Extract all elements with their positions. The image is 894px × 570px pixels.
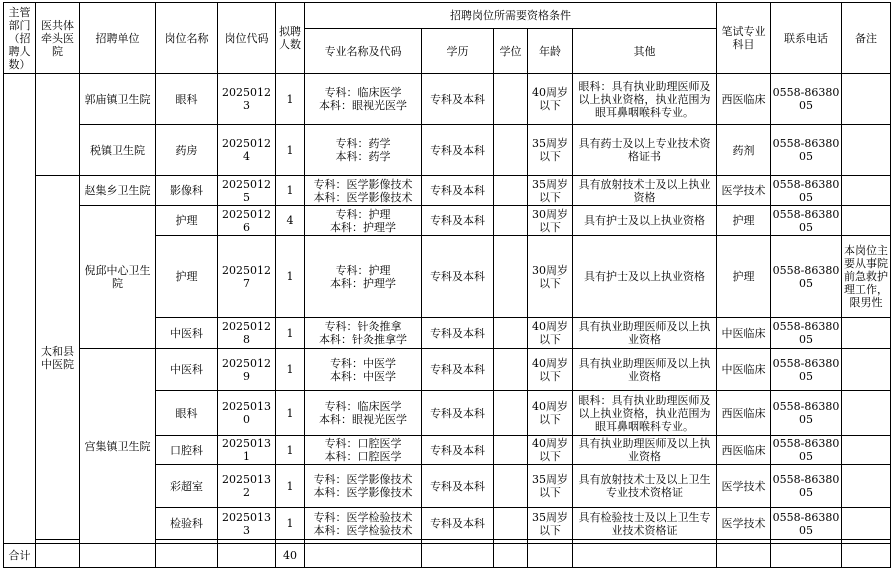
exam-cell: 西医临床 <box>717 74 771 125</box>
recruitment-table <box>3 2 891 568</box>
degree-cell <box>494 74 528 125</box>
unit-gongji: 宫集镇卫生院 <box>80 349 156 544</box>
degree-cell <box>494 508 528 540</box>
age-cell: 40周岁以下 <box>528 349 573 391</box>
total-empty-cell <box>305 544 422 568</box>
exam-cell: 医学技术 <box>717 508 771 540</box>
other-cell: 眼科：具有执业助理医师及以上执业资格，执业范围为眼耳鼻咽喉科专业。 <box>573 74 717 125</box>
degree-cell <box>494 236 528 318</box>
other-cell: 具有药士及以上专业技术资格证书 <box>573 125 717 176</box>
education-cell: 专科及本科 <box>422 391 494 436</box>
table-row <box>4 74 891 125</box>
phone-cell: 0558-8638005 <box>771 74 842 125</box>
header-count: 拟聘人数 <box>276 3 305 74</box>
total-empty-cell <box>218 544 276 568</box>
degree-cell <box>494 125 528 176</box>
code-cell: 20250128 <box>218 318 276 349</box>
header-age: 年龄 <box>528 29 573 74</box>
position-cell: 护理 <box>156 206 218 236</box>
count-cell: 1 <box>276 465 305 508</box>
degree-cell <box>494 176 528 206</box>
major-cell: 专科：针灸推拿 本科：针灸推拿学 <box>305 318 422 349</box>
phone-cell: 0558-8638005 <box>771 391 842 436</box>
header-conditions: 招聘岗位所需要资格条件 <box>305 3 717 29</box>
total-label: 合计 <box>4 544 36 568</box>
major-cell: 专科：药学 本科：药学 <box>305 125 422 176</box>
unit-shui: 税镇卫生院 <box>80 125 156 176</box>
dept-cell <box>4 74 36 544</box>
phone-cell: 0558-8638005 <box>771 436 842 465</box>
exam-cell: 护理 <box>717 236 771 318</box>
major-cell: 专科：医学检验技术 本科：医学检验技术 <box>305 508 422 540</box>
code-cell: 20250126 <box>218 206 276 236</box>
phone-cell: 0558-8638005 <box>771 206 842 236</box>
age-cell: 30周岁以下 <box>528 236 573 318</box>
age-cell: 35周岁以下 <box>528 125 573 176</box>
total-empty-cell <box>528 544 573 568</box>
position-cell: 中医科 <box>156 318 218 349</box>
exam-cell: 护理 <box>717 206 771 236</box>
age-cell: 40周岁以下 <box>528 391 573 436</box>
exam-cell: 医学技术 <box>717 465 771 508</box>
count-cell: 1 <box>276 74 305 125</box>
other-cell: 具有检验技士及以上卫生专业技术资格证 <box>573 508 717 540</box>
education-cell: 专科及本科 <box>422 74 494 125</box>
code-cell: 20250129 <box>218 349 276 391</box>
phone-cell: 0558-8638005 <box>771 349 842 391</box>
remark-cell <box>842 206 891 236</box>
other-cell: 具有执业助理医师及以上执业资格 <box>573 318 717 349</box>
remark-cell <box>842 125 891 176</box>
header-remark: 备注 <box>842 3 891 74</box>
remark-cell <box>842 349 891 391</box>
remark-cell <box>842 176 891 206</box>
other-cell: 具有执业助理医师及以上执业资格 <box>573 436 717 465</box>
unit-niqiu: 倪邱中心卫生院 <box>80 206 156 349</box>
total-empty-cell <box>717 544 771 568</box>
degree-cell <box>494 465 528 508</box>
age-cell: 35周岁以下 <box>528 508 573 540</box>
remark-cell <box>842 508 891 540</box>
age-cell: 40周岁以下 <box>528 318 573 349</box>
lead-hospital-name: 太和县中医院 <box>36 176 80 540</box>
phone-cell: 0558-8638005 <box>771 236 842 318</box>
count-cell: 1 <box>276 508 305 540</box>
phone-cell: 0558-8638005 <box>771 465 842 508</box>
remark-cell <box>842 465 891 508</box>
position-cell: 护理 <box>156 236 218 318</box>
lead-hospital-cell-empty <box>36 74 80 176</box>
age-cell: 35周岁以下 <box>528 465 573 508</box>
header-exam: 笔试专业科目 <box>717 3 771 74</box>
total-empty-cell <box>771 544 842 568</box>
position-cell: 检验科 <box>156 508 218 540</box>
remark-cell <box>842 318 891 349</box>
count-cell: 1 <box>276 125 305 176</box>
table-row <box>4 125 891 176</box>
exam-cell: 药剂 <box>717 125 771 176</box>
count-cell: 1 <box>276 236 305 318</box>
header-phone: 联系电话 <box>771 3 842 74</box>
age-cell: 30周岁以下 <box>528 206 573 236</box>
other-cell: 具有护士及以上执业资格 <box>573 236 717 318</box>
major-cell: 专科：医学影像技术 本科：医学影像技术 <box>305 465 422 508</box>
count-cell: 1 <box>276 318 305 349</box>
code-cell: 20250132 <box>218 465 276 508</box>
position-cell: 药房 <box>156 125 218 176</box>
phone-cell: 0558-8638005 <box>771 508 842 540</box>
phone-cell: 0558-8638005 <box>771 176 842 206</box>
education-cell: 专科及本科 <box>422 206 494 236</box>
other-cell: 具有执业助理医师及以上执业资格 <box>573 349 717 391</box>
position-cell: 彩超室 <box>156 465 218 508</box>
total-empty-cell <box>80 544 156 568</box>
position-cell: 眼科 <box>156 74 218 125</box>
major-cell: 专科：临床医学 本科：眼视光医学 <box>305 391 422 436</box>
major-cell: 专科：护理 本科：护理学 <box>305 206 422 236</box>
education-cell: 专科及本科 <box>422 436 494 465</box>
total-count: 40 <box>276 544 305 568</box>
education-cell: 专科及本科 <box>422 236 494 318</box>
code-cell: 20250125 <box>218 176 276 206</box>
recruitment-table-container <box>3 2 891 568</box>
table-row <box>4 176 891 206</box>
exam-cell: 医学技术 <box>717 176 771 206</box>
code-cell: 20250127 <box>218 236 276 318</box>
header-position: 岗位名称 <box>156 3 218 74</box>
total-empty-cell <box>156 544 218 568</box>
degree-cell <box>494 391 528 436</box>
code-cell: 20250133 <box>218 508 276 540</box>
position-cell: 影像科 <box>156 176 218 206</box>
age-cell: 40周岁以下 <box>528 436 573 465</box>
age-cell: 40周岁以下 <box>528 74 573 125</box>
remark-cell: 本岗位主要从事院前急救护理工作，限男性 <box>842 236 891 318</box>
education-cell: 专科及本科 <box>422 318 494 349</box>
header-dept: 主管部门（招聘人数） <box>4 3 36 74</box>
header-other: 其他 <box>573 29 717 74</box>
code-cell: 20250130 <box>218 391 276 436</box>
table-row <box>4 206 891 236</box>
education-cell: 专科及本科 <box>422 349 494 391</box>
count-cell: 1 <box>276 436 305 465</box>
header-unit: 招聘单位 <box>80 3 156 74</box>
remark-cell <box>842 391 891 436</box>
header-degree: 学位 <box>494 29 528 74</box>
education-cell: 专科及本科 <box>422 176 494 206</box>
major-cell: 专科：医学影像技术 本科：医学影像技术 <box>305 176 422 206</box>
code-cell: 20250124 <box>218 125 276 176</box>
phone-cell: 0558-8638005 <box>771 125 842 176</box>
other-cell: 眼科：具有执业助理医师及以上执业资格，执业范围为眼耳鼻咽喉科专业。 <box>573 391 717 436</box>
remark-cell <box>842 436 891 465</box>
major-cell: 专科：中医学 本科：中医学 <box>305 349 422 391</box>
total-row <box>4 544 891 568</box>
degree-cell <box>494 318 528 349</box>
other-cell: 具有放射技术士及以上执业资格 <box>573 176 717 206</box>
remark-cell <box>842 74 891 125</box>
degree-cell <box>494 436 528 465</box>
other-cell: 具有护士及以上执业资格 <box>573 206 717 236</box>
exam-cell: 中医临床 <box>717 318 771 349</box>
phone-cell: 0558-8638005 <box>771 318 842 349</box>
degree-cell <box>494 349 528 391</box>
total-empty-cell <box>494 544 528 568</box>
education-cell: 专科及本科 <box>422 508 494 540</box>
count-cell: 4 <box>276 206 305 236</box>
header-lead-hospital: 医共体牵头医院 <box>36 3 80 74</box>
count-cell: 1 <box>276 176 305 206</box>
major-cell: 专科：护理 本科：护理学 <box>305 236 422 318</box>
major-cell: 专科：口腔医学 本科：口腔医学 <box>305 436 422 465</box>
unit-guomiao: 郭庙镇卫生院 <box>80 74 156 125</box>
other-cell: 具有放射技术士及以上卫生专业技术资格证 <box>573 465 717 508</box>
exam-cell: 西医临床 <box>717 436 771 465</box>
education-cell: 专科及本科 <box>422 125 494 176</box>
total-empty-cell <box>842 544 891 568</box>
exam-cell: 西医临床 <box>717 391 771 436</box>
count-cell: 1 <box>276 391 305 436</box>
table-row <box>4 349 891 391</box>
position-cell: 中医科 <box>156 349 218 391</box>
position-cell: 口腔科 <box>156 436 218 465</box>
major-cell: 专科：临床医学 本科：眼视光医学 <box>305 74 422 125</box>
total-empty-cell <box>36 544 80 568</box>
unit-zhaoji: 赵集乡卫生院 <box>80 176 156 206</box>
total-empty-cell <box>573 544 717 568</box>
education-cell: 专科及本科 <box>422 465 494 508</box>
degree-cell <box>494 206 528 236</box>
header-code: 岗位代码 <box>218 3 276 74</box>
count-cell: 1 <box>276 349 305 391</box>
exam-cell: 中医临床 <box>717 349 771 391</box>
code-cell: 20250131 <box>218 436 276 465</box>
header-education: 学历 <box>422 29 494 74</box>
header-major: 专业名称及代码 <box>305 29 422 74</box>
age-cell: 35周岁以下 <box>528 176 573 206</box>
total-empty-cell <box>422 544 494 568</box>
code-cell: 20250123 <box>218 74 276 125</box>
position-cell: 眼科 <box>156 391 218 436</box>
